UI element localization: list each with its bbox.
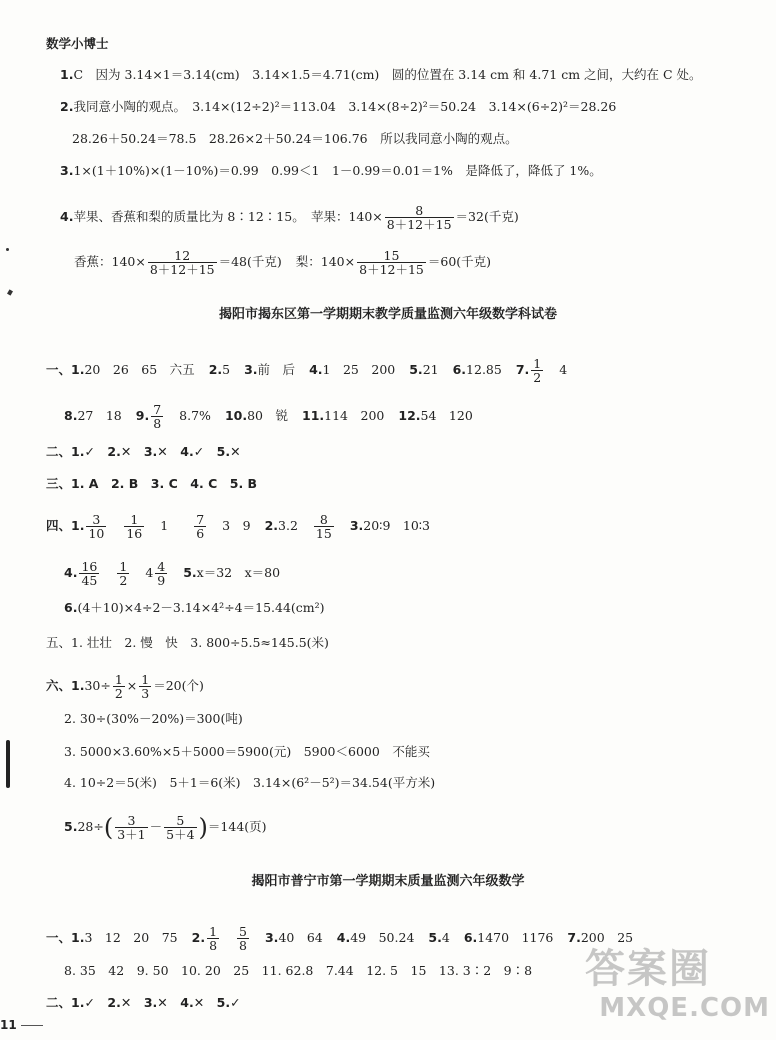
right-paren: ) — [198, 813, 208, 842]
frac-den: 10 — [88, 526, 105, 541]
frac-num: 7 — [196, 512, 205, 527]
frac-den: 45 — [81, 573, 98, 588]
section-label: 一、 — [46, 362, 72, 377]
item-ans: 27 18 — [77, 408, 122, 423]
expr: × — [126, 678, 138, 693]
fraction — [124, 513, 144, 540]
item-num: 2. — [208, 362, 223, 377]
section-label: 六、1. — [46, 678, 85, 693]
fraction — [194, 513, 206, 540]
frac-den: 8＋12＋15 — [359, 262, 424, 277]
frac-den: 8 — [209, 938, 218, 953]
fraction — [314, 513, 334, 540]
item-ans: (4＋10)×4÷2－3.14×4²÷4＝15.44(cm²) — [77, 600, 325, 615]
frac-den: 2 — [533, 370, 542, 385]
exam1-s2: 二、1.✓ 2.✕ 3.✕ 4.✓ 5.✕ — [46, 444, 241, 459]
q4-banana-result: ＝48(千克) — [218, 254, 282, 269]
item-ans: 20 26 65 六五 — [84, 362, 195, 377]
exam1-title: 揭阳市揭东区第一学期期末教学质量监测六年级数学科试卷 — [218, 307, 557, 322]
fraction — [86, 513, 106, 540]
item-ans: 3 9 — [222, 518, 251, 533]
item-num: 6. — [463, 930, 478, 945]
item-num: 3. — [264, 930, 279, 945]
item-ans: 4 — [145, 565, 154, 580]
item-ans: 80 锐 — [247, 408, 288, 423]
item-ans: 1470 1176 — [477, 930, 554, 945]
item-ans: 200 25 — [580, 930, 634, 945]
frac-den: 2 — [119, 573, 128, 588]
frac-den: 8＋12＋15 — [386, 217, 452, 232]
section-heading: 数学小博士 — [46, 36, 109, 51]
page-number — [0, 1018, 43, 1032]
fraction — [113, 673, 125, 700]
frac-den: 8 — [153, 416, 162, 431]
expr: 28÷ — [77, 819, 104, 834]
frac-den: 8 — [239, 938, 247, 953]
item-num: 10. — [224, 408, 248, 423]
exam1-s5: 五、1. 壮壮 2. 慢 快 3. 800÷5.5≈145.5(米) — [46, 635, 329, 650]
answer-q3 — [60, 162, 602, 180]
item-ans: 5 — [222, 362, 231, 377]
expr: 30÷ — [84, 678, 111, 693]
item-ans: 前 后 — [257, 362, 296, 377]
q4-pear-result: ＝60(千克) — [427, 254, 492, 269]
item-ans: 49 50.24 — [350, 930, 415, 945]
fraction — [117, 560, 129, 587]
exam1-s4-row1 — [46, 513, 430, 540]
expr: ＝20(个) — [153, 678, 204, 693]
exam2-title: 揭阳市普宁市第一学期期末质量监测六年级数学 — [251, 874, 525, 889]
frac-num: 8 — [314, 513, 334, 527]
item-ans: 114 200 — [324, 408, 385, 423]
frac-num: 7 — [153, 402, 162, 417]
frac-num: 8 — [385, 204, 454, 218]
q1-text: C 因为 3.14×1＝3.14(cm) 3.14×1.5＝4.71(cm) 圆的位置在 3.14 cm 和 4.71 cm 之间，大约在 C 处。 — [73, 67, 702, 82]
exam1-s6-q2: 2. 30÷(30%－20%)＝300(吨) — [64, 711, 243, 726]
q3-number: 3. — [60, 163, 74, 178]
item-ans: 54 120 — [420, 408, 473, 423]
frac-den: 16 — [126, 526, 143, 541]
frac-num: 3 — [86, 513, 106, 527]
fraction — [115, 814, 147, 841]
item-num: 5. — [183, 565, 197, 580]
item-num: 5. — [428, 930, 442, 945]
item-num: 7. — [515, 362, 530, 377]
frac-num: 1 — [141, 672, 150, 687]
q4-pear-pre: 梨：140× — [295, 254, 356, 269]
frac-num: 1 — [114, 672, 123, 687]
item-num: 2. — [191, 930, 206, 945]
item-num: 3. — [349, 518, 364, 533]
item-ans: 12.85 — [466, 362, 502, 377]
exam1-s6-q3: 3. 5000×3.60%×5＋5000＝5900(元) 5900＜6000 不能买 — [64, 744, 430, 759]
frac-den: 3＋1 — [117, 827, 146, 842]
item-ans: 1 25 200 — [322, 362, 396, 377]
item-num: 11. — [302, 408, 325, 423]
item-ans: 8.7% — [179, 408, 211, 423]
item-ans: 4 — [441, 930, 450, 945]
item-ans: 40 64 — [278, 930, 323, 945]
frac-den: 15 — [315, 526, 332, 541]
q3-text: 1×(1＋10%)×(1－10%)＝0.99 0.99＜1 1－0.99＝0.01＝1% 是降低了，降低了 1%。 — [73, 163, 602, 178]
frac-num: 3 — [115, 814, 147, 828]
answer-q4-line2 — [74, 249, 491, 276]
frac-num: 4 — [157, 559, 166, 574]
frac-den: 5＋4 — [166, 827, 195, 842]
q4-apple-result: ＝32(千克) — [455, 209, 519, 224]
watermark-bottom: MXQE.COM — [599, 993, 770, 1023]
item-num: 5. — [409, 362, 423, 377]
exam1-s6-q5 — [64, 814, 267, 841]
fraction — [139, 673, 151, 700]
expr: ＝144(页) — [207, 819, 267, 834]
frac-num: 1 — [119, 559, 128, 574]
item-ans: x＝32 x＝80 — [196, 565, 281, 580]
frac-num: 12 — [148, 249, 217, 263]
exam1-s4-row2 — [64, 560, 280, 587]
frac-num: 15 — [357, 249, 426, 263]
answer-q1 — [60, 66, 702, 84]
answer-q4-line1 — [60, 204, 519, 231]
frac-num: 1 — [209, 924, 218, 939]
section-label: 四、1. — [46, 518, 85, 533]
q1-number: 1. — [60, 67, 74, 82]
item-num: 12. — [398, 408, 421, 423]
q4-banana-pre: 香蕉：140× — [74, 254, 146, 269]
item-num: 4. — [336, 930, 351, 945]
frac-den: 9 — [157, 573, 166, 588]
answer-q2-line2: 28.26＋50.24＝78.5 28.26×2＋50.24＝106.76 所以我同意小陶的观点。 — [72, 131, 518, 146]
q2-text-a: 我同意小陶的观点。 3.14×(12÷2)²＝113.04 3.14×(8÷2)²＝50.24 3.14×(6÷2)²＝28.26 — [73, 99, 617, 114]
watermark-top: 答案圈 — [585, 946, 711, 992]
fraction-banana — [148, 249, 217, 276]
frac-den: 2 — [114, 686, 123, 701]
frac-num: 16 — [81, 559, 98, 574]
frac-num: 5 — [239, 924, 247, 939]
frac-num: 1 — [124, 513, 144, 527]
item-num: 4. — [64, 565, 78, 580]
margin-bar — [6, 740, 10, 788]
fraction — [237, 925, 249, 952]
page-number-text: 11 — [0, 1018, 17, 1032]
item-ans: 4 — [559, 362, 568, 377]
exam2-row3: 二、1.✓ 2.✕ 3.✕ 4.✕ 5.✓ — [46, 995, 241, 1010]
exam2-row1 — [46, 925, 633, 952]
exam1-s6-q1 — [46, 673, 204, 700]
item-num: 4. — [309, 362, 323, 377]
item-num: 8. — [64, 408, 78, 423]
frac-num: 1 — [533, 356, 542, 371]
item-num: 5. — [64, 819, 78, 834]
item-num: 9. — [135, 408, 150, 423]
q2-number: 2. — [60, 99, 74, 114]
left-paren: ( — [103, 813, 114, 842]
exam1-s6-q4: 4. 10÷2＝5(米) 5＋1＝6(米) 3.14×(6²－5²)＝34.54(平方米) — [64, 775, 436, 790]
item-num: 6. — [64, 600, 78, 615]
exam1-s1-row2 — [64, 403, 473, 430]
exam1-s1-row1 — [46, 357, 567, 384]
item-ans: 20∶9 10∶3 — [363, 518, 431, 533]
frac-den: 8＋12＋15 — [149, 262, 215, 277]
fraction-apple — [385, 204, 454, 231]
watermark-logo — [585, 945, 770, 1035]
margin-dot — [6, 248, 9, 251]
item-ans: 1 — [160, 518, 169, 533]
fraction — [151, 403, 163, 430]
item-num: 2. — [264, 518, 279, 533]
fraction-pear — [357, 249, 426, 276]
exam2-row2: 8. 35 42 9. 50 10. 20 25 11. 62.8 7.44 12. 5 15 13. 3∶2 9∶8 — [64, 963, 533, 978]
frac-den: 3 — [141, 686, 150, 701]
frac-den: 6 — [196, 526, 205, 541]
fraction — [207, 925, 219, 952]
item-num: 3. — [244, 362, 258, 377]
q4-number: 4. — [60, 209, 74, 224]
item-num: 1. — [71, 362, 85, 377]
item-num: 6. — [452, 362, 467, 377]
section-label: 一、1. — [46, 930, 85, 945]
expr: － — [149, 819, 163, 834]
item-ans: 3 12 20 75 — [84, 930, 178, 945]
fraction — [531, 357, 543, 384]
exam1-s3: 三、1. A 2. B 3. C 4. C 5. B — [46, 476, 258, 491]
fraction — [79, 560, 99, 587]
item-ans: 21 — [422, 362, 439, 377]
fraction — [164, 814, 196, 841]
frac-num: 5 — [164, 814, 196, 828]
answer-q2-line1 — [60, 98, 616, 116]
item-num: 7. — [567, 930, 581, 945]
exam1-s4-row3 — [64, 599, 325, 617]
fraction — [155, 560, 167, 587]
q4-pre: 苹果、香蕉和梨的质量比为 8∶12∶15。 苹果：140× — [73, 209, 383, 224]
item-ans: 3.2 — [278, 518, 298, 533]
margin-mark — [7, 289, 13, 295]
